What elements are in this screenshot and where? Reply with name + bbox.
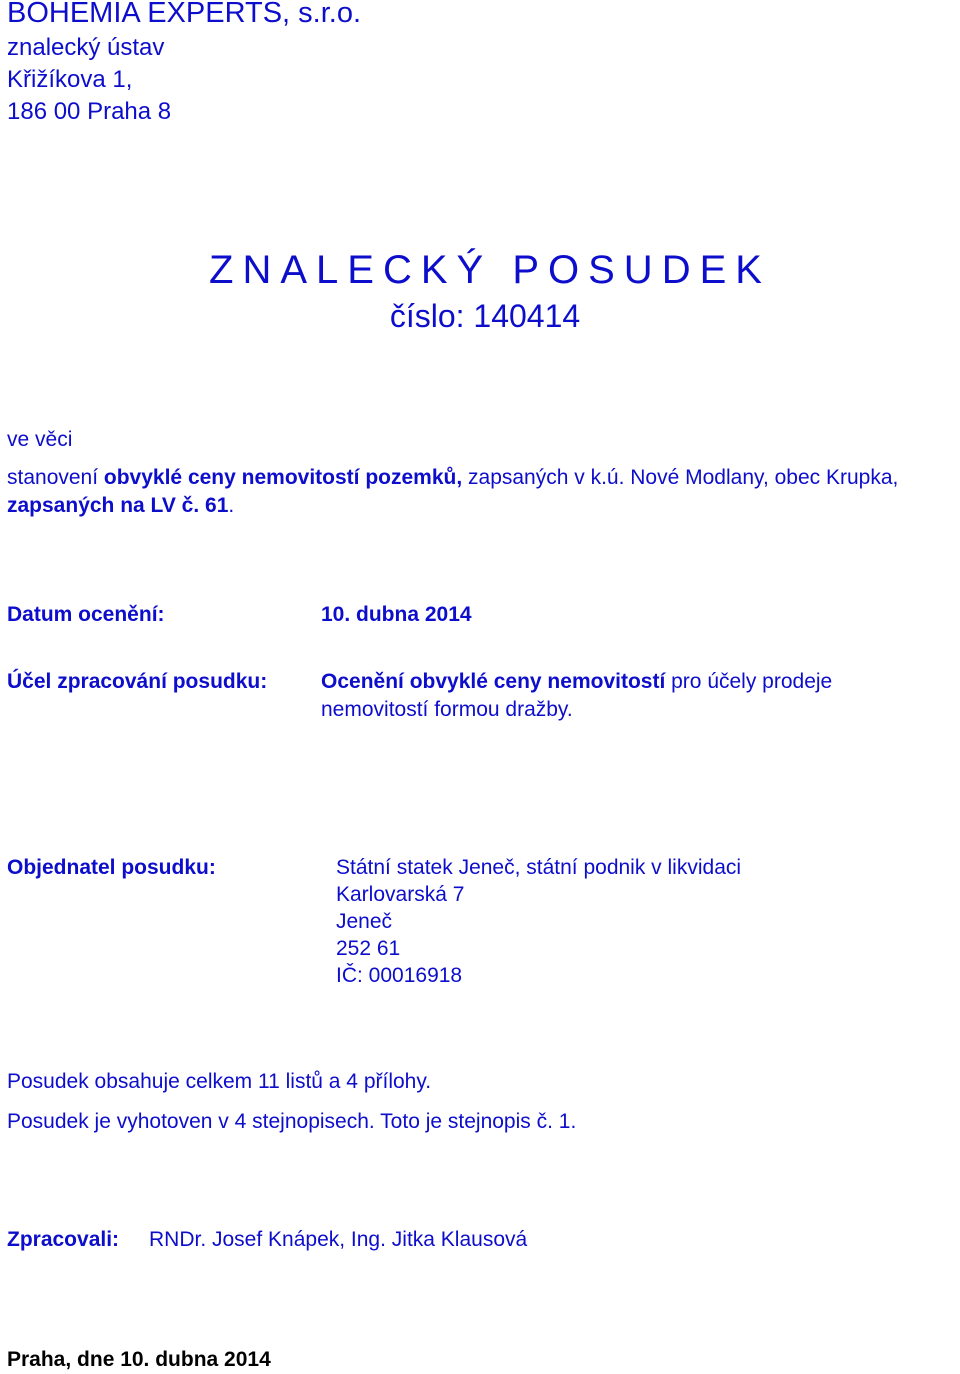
company-name: BOHEMIA EXPERTS, s.r.o. [7, 0, 362, 29]
document-number: číslo: 140414 [389, 298, 581, 334]
place-date: Praha, dne 10. dubna 2014 [7, 1348, 271, 1371]
authors-value: RNDr. Josef Knápek, Ing. Jitka Klausová [149, 1228, 528, 1251]
purpose-value-bold: Ocenění obvyklé ceny nemovitostí [321, 670, 666, 693]
valuation-date-value: 10. dubna 2014 [321, 603, 472, 626]
company-city: 186 00 Praha 8 [7, 98, 172, 125]
subject-part-bold: zapsaných na LV č. 61 [7, 494, 229, 517]
purpose-value [321, 668, 941, 724]
subject-part: . [228, 494, 235, 517]
company-street: Křižíkova 1, [7, 66, 133, 93]
subject-lead: ve věci [7, 428, 73, 451]
purpose-label: Účel zpracování posudku: [7, 670, 268, 693]
client-town: Jeneč [336, 910, 393, 933]
copies-note: Posudek je vyhotoven v 4 stejnopisech. Toto je stejnopis č. 1. [7, 1110, 577, 1133]
subject-part-bold: obvyklé ceny nemovitostí pozemků, [103, 466, 463, 489]
client-street: Karlovarská 7 [336, 883, 465, 906]
valuation-date-label: Datum ocenění: [7, 603, 165, 626]
subject-part: stanovení [7, 466, 104, 489]
purpose-value-rest: pro účely prodeje nemovitostí formou dražby. [321, 670, 833, 721]
authors-label: Zpracovali: [7, 1228, 120, 1251]
client-label: Objednatel posudku: [7, 856, 216, 879]
client-postcode: 252 61 [336, 937, 401, 960]
company-type: znalecký ústav [7, 34, 165, 61]
contents-note: Posudek obsahuje celkem 11 listů a 4 přílohy. [7, 1070, 432, 1093]
client-address [336, 854, 741, 989]
document-title: ZNALECKÝ POSUDEK [209, 248, 771, 292]
client-company-id: IČ: 00016918 [336, 964, 463, 987]
client-name: Státní statek Jeneč, státní podnik v likvidaci [336, 856, 742, 879]
subject-part: zapsaných v k.ú. Nové Modlany, obec Krupka, [462, 466, 899, 489]
subject-text [7, 464, 960, 520]
